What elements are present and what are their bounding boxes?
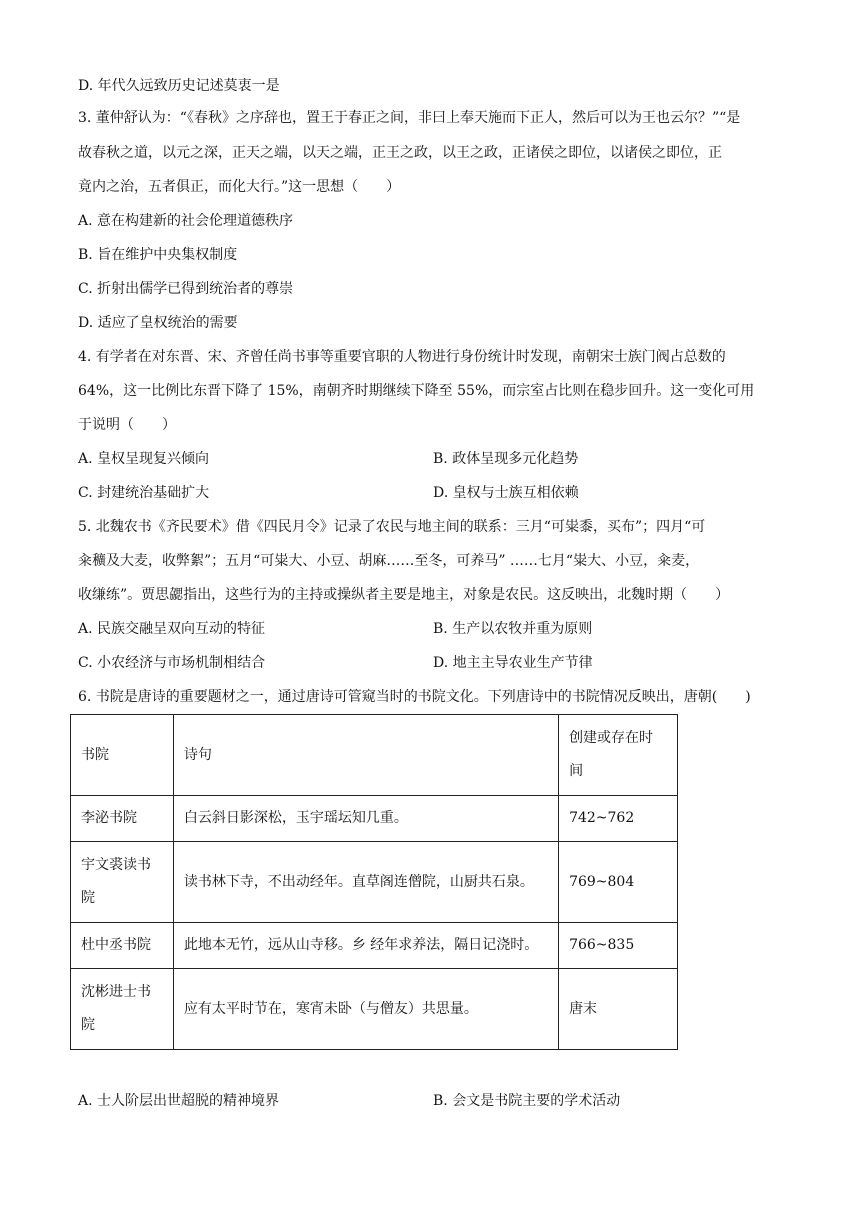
q3-option-d: D. 适应了皇权统治的需要 [78, 315, 238, 331]
table-header-cell: 书院 [71, 715, 174, 796]
q4-option-a: A. 皇权呈现复兴倾向 [78, 451, 210, 467]
q6-stem-line1: 6. 书院是唐诗的重要题材之一，通过唐诗可管窥当时的书院文化。下列唐诗中的书院情况反映出，唐朝( ) [78, 689, 751, 705]
q3-stem-line3: 竟内之治，五者俱正，而化大行。”这一思想（ ） [78, 179, 401, 195]
table-cell-poem: 白云斜日影深松，玉宇瑶坛知几重。 [173, 796, 558, 842]
q3-option-a: A. 意在构建新的社会伦理道德秩序 [78, 213, 294, 229]
q4-option-d: D. 皇权与士族互相依赖 [433, 485, 579, 501]
q5-stem-line1: 5. 北魏农书《齐民要术》借《四民月令》记录了农民与地主间的联系：三月“可粜黍，买布”；四月“可 [78, 519, 706, 535]
q6-option-b: B. 会文是书院主要的学术活动 [433, 1093, 621, 1109]
q3-option-b: B. 旨在维护中央集权制度 [78, 247, 238, 263]
q5-option-d: D. 地主主导农业生产节律 [433, 655, 593, 671]
table-cell-period: 766~835 [559, 923, 678, 969]
q4-stem-line3: 于说明（ ） [78, 417, 176, 433]
table-cell-poem: 读书林下寺，不出动经年。直草阁连僧院，山厨共石泉。 [173, 842, 558, 923]
q4-option-b: B. 政体呈现多元化趋势 [433, 451, 579, 467]
table-cell-poem: 应有太平时节在，寒宵未卧（与僧友）共思量。 [173, 969, 558, 1050]
q4-stem-line2: 64%，这一比例比东晋下降了 15%，南朝齐时期继续下降至 55%，而宗室占比则在稳步回升。这一变化可用 [78, 383, 755, 399]
q6-option-a: A. 士人阶层出世超脱的精神境界 [78, 1093, 280, 1109]
table-header-cell: 诗句 [173, 715, 558, 796]
table-cell-period: 769~804 [559, 842, 678, 923]
q4-stem-line1: 4. 有学者在对东晋、宋、齐曾任尚书事等重要官职的人物进行身份统计时发现，南朝宋士族门阀占总数的 [78, 349, 726, 365]
table-row [71, 842, 678, 923]
table-cell-academy: 沈彬进士书院 [71, 969, 174, 1050]
q5-option-a: A. 民族交融呈双向互动的特征 [78, 621, 266, 637]
table-row [71, 796, 678, 842]
q3-stem-line1: 3. 董仲舒认为：“《春秋》之序辞也，置王于春正之间，非曰上奉天施而下正人，然后可以为王也云尔？”“是 [78, 110, 741, 126]
table-cell-period: 唐末 [559, 969, 678, 1050]
q5-stem-line2: 籴穬及大麦，收弊絮”；五月“可粜大、小豆、胡麻……至冬，可养马” ……七月“粜大、小豆，籴麦， [78, 553, 700, 569]
table-header-cell: 创建或存在时间 [559, 715, 678, 796]
q4-option-c: C. 封建统治基础扩大 [78, 485, 210, 501]
q5-option-c: C. 小农经济与市场机制相结合 [78, 655, 266, 671]
table-cell-period: 742~762 [559, 796, 678, 842]
table-header-row [71, 715, 678, 796]
table-row [71, 969, 678, 1050]
table-cell-academy: 宇文裘读书院 [71, 842, 174, 923]
table-cell-academy: 杜中丞书院 [71, 923, 174, 969]
q3-option-c: C. 折射出儒学已得到统治者的尊崇 [78, 281, 294, 297]
table-row [71, 923, 678, 969]
q2-option-d: D. 年代久远致历史记述莫衷一是 [78, 78, 280, 94]
table-cell-poem: 此地本无竹，远从山寺移。乡 经年求养法，隔日记浇时。 [173, 923, 558, 969]
q5-option-b: B. 生产以农牧并重为原则 [433, 621, 593, 637]
q3-stem-line2: 故春秋之道，以元之深，正天之端，以天之端，正王之政，以王之政，正诸侯之即位，以诸侯之即位，正 [78, 145, 722, 161]
academy-poem-table [70, 714, 678, 1050]
q5-stem-line3: 收缣练”。贾思勰指出，这些行为的主持或操纵者主要是地主，对象是农民。这反映出，北魏时期（ ） [78, 587, 730, 603]
table-cell-academy: 李泌书院 [71, 796, 174, 842]
